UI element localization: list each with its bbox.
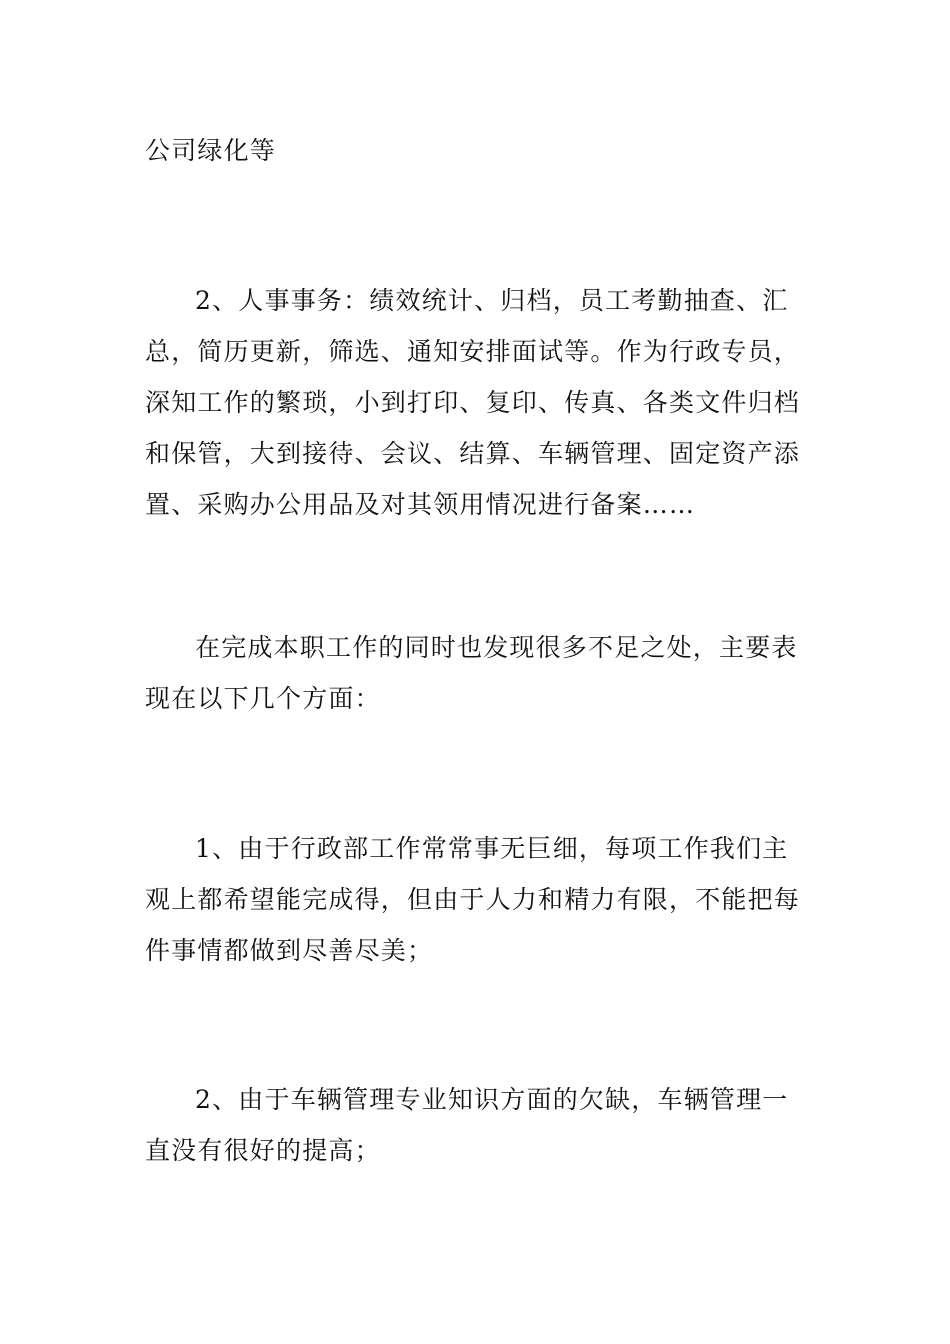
paragraph-shortcomings-intro: 在完成本职工作的同时也发现很多不足之处，主要表现在以下几个方面： [145,633,798,713]
paragraph-shortcoming-2: 2、由于车辆管理专业知识方面的欠缺，车辆管理一直没有很好的提高； [145,1085,789,1165]
paragraph-personnel-affairs: 2、人事事务：绩效统计、归档，员工考勤抽查、汇总，简历更新，筛选、通知安排面试等。作为行政专员，深知工作的繁琐，小到打印、复印、传真、各类文件归档和保管，大到接待、会议、结算、车辆管理、固定资产添置、采购办公用品及对其领用情况进行备案…… [145,286,801,519]
paragraph-shortcoming-1: 1、由于行政部工作常常事无巨细，每项工作我们主观上都希望能完成得，但由于人力和精力有限，不能把每件事情都做到尽善尽美； [145,834,801,965]
paragraph-continuation: 公司绿化等 [145,136,277,165]
